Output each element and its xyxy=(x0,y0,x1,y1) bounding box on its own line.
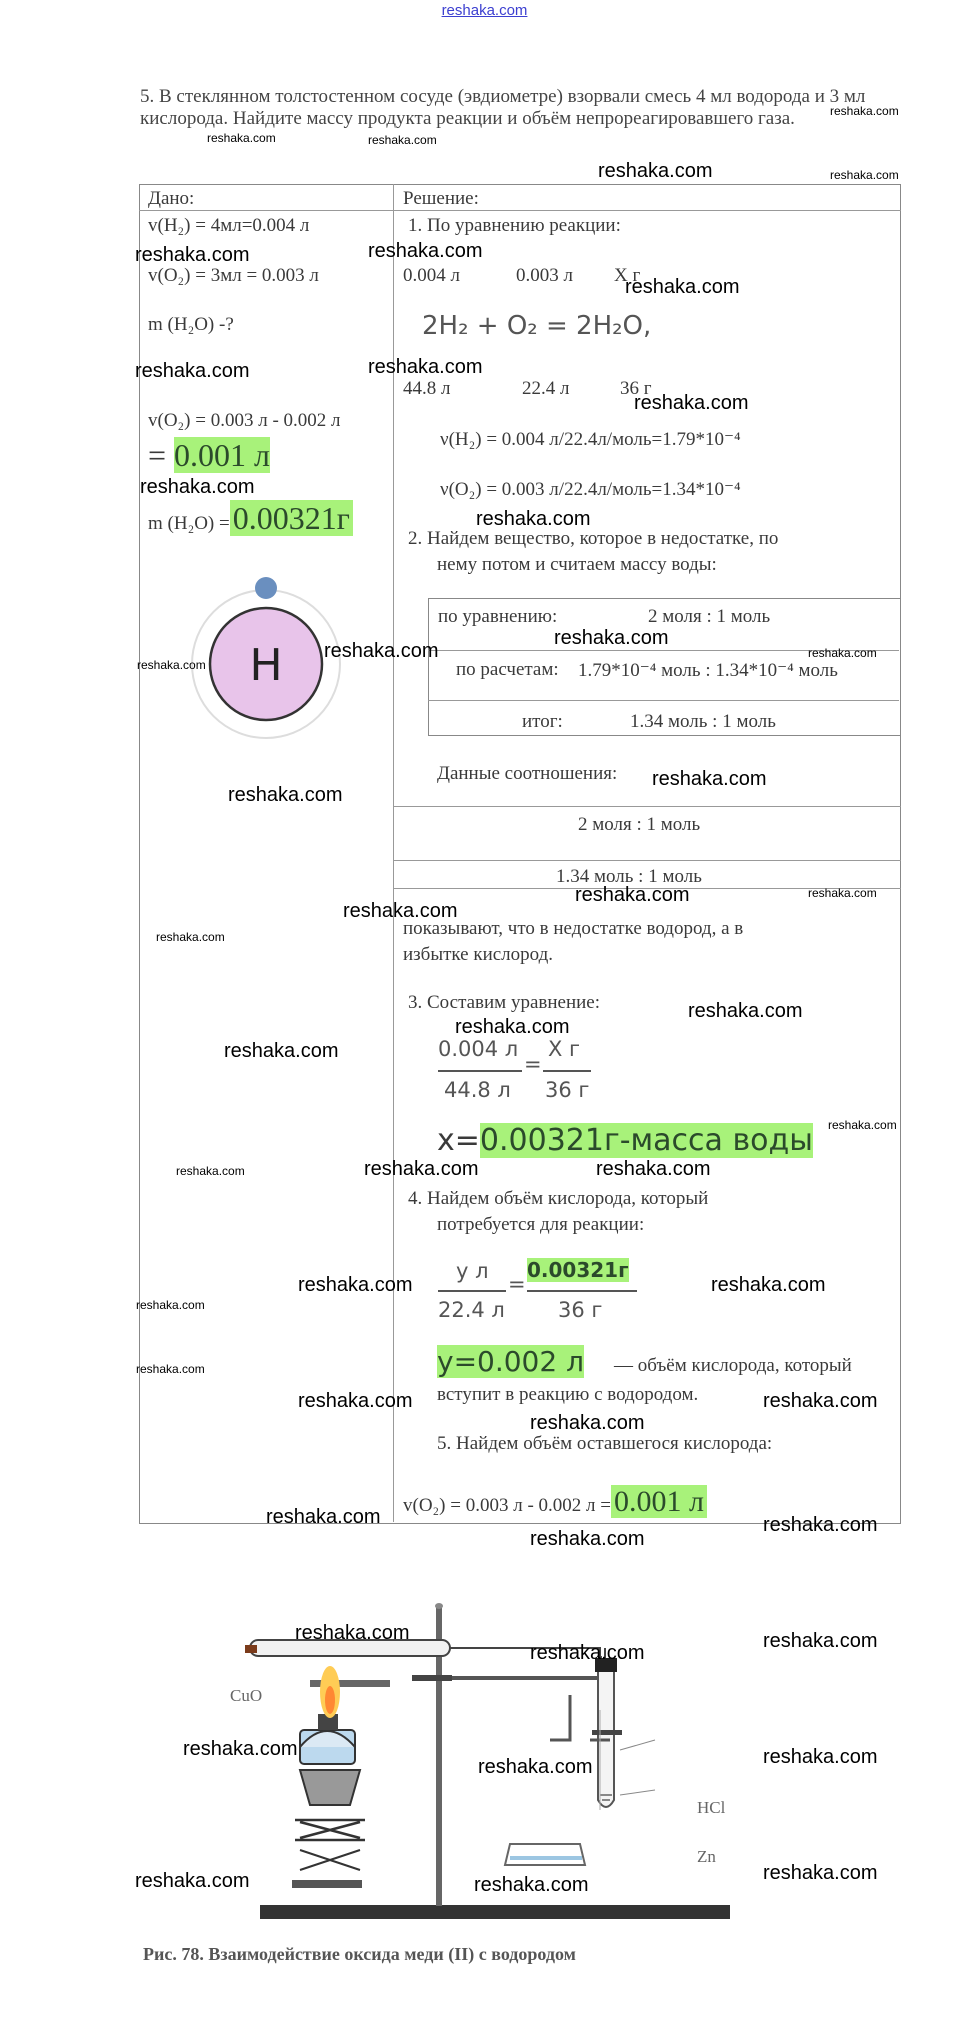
watermark: reshaka.com xyxy=(298,1390,413,1412)
step4-line2: потребуется для реакции: xyxy=(437,1214,645,1235)
watermark: reshaka.com xyxy=(156,930,225,944)
frac1-bar1 xyxy=(438,1070,522,1072)
watermark: reshaka.com xyxy=(711,1274,826,1296)
frac1-num1: 0.004 л xyxy=(438,1037,519,1061)
ratio-divider xyxy=(393,806,901,807)
frac2-equals: = xyxy=(508,1272,526,1296)
watermark: reshaka.com xyxy=(137,658,206,672)
solution-header: Решение: xyxy=(403,188,479,209)
ratio-b: 1.34 моль : 1 моль xyxy=(556,866,702,887)
watermark: reshaka.com xyxy=(625,276,740,298)
watermark: reshaka.com xyxy=(224,1040,339,1062)
watermark: reshaka.com xyxy=(530,1528,645,1550)
ratios-label: Данные соотношения: xyxy=(437,763,618,784)
given-v-o2-result xyxy=(148,437,270,474)
nu-o2: ν(O₂) = 0.003 л/22.4л/моль=1.34*10⁻⁴ xyxy=(440,479,741,500)
step2-line2: нему потом и считаем массу воды: xyxy=(437,554,717,575)
given-m-h2o-result xyxy=(148,500,353,537)
watermark: reshaka.com xyxy=(476,508,591,530)
ratio-a: 2 моля : 1 моль xyxy=(578,814,701,835)
frac1-den1: 44.8 л xyxy=(444,1078,511,1102)
table-header-divider xyxy=(139,210,901,211)
highlight-m-h2o: 0.00321г xyxy=(230,500,353,536)
step2-line1: 2. Найдем вещество, которое в недостатке, по xyxy=(408,528,779,549)
figure-caption xyxy=(143,1944,576,1965)
step4-line1: 4. Найдем объём кислорода, который xyxy=(408,1188,709,1209)
given-v-o2-calc: v(O₂) = 0.003 л - 0.002 л xyxy=(148,410,341,431)
ratio-row2-label: по расчетам: xyxy=(456,659,559,680)
watermark: reshaka.com xyxy=(266,1506,381,1528)
table-column-divider xyxy=(393,184,394,1522)
x-prefix: x= xyxy=(437,1123,480,1158)
ratio-row-divider xyxy=(428,700,899,701)
watermark: reshaka.com xyxy=(455,1016,570,1038)
ratio-row3-label: итог: xyxy=(522,711,563,732)
above-eq-h2: 0.004 л xyxy=(403,265,460,286)
atom-symbol: H xyxy=(249,640,283,691)
watermark: reshaka.com xyxy=(368,133,437,147)
final-prefix: v(O₂) = 0.003 л - 0.002 л = xyxy=(403,1495,611,1516)
frac2-bar2 xyxy=(527,1290,637,1292)
below-eq-h2o: 36 г xyxy=(620,378,652,399)
frac2-num2 xyxy=(527,1258,629,1282)
watermark: reshaka.com xyxy=(808,646,877,660)
y-text-line2: вступит в реакцию с водородом. xyxy=(437,1384,699,1405)
caption-text: Взаимодействие оксида меди (II) с водородом xyxy=(208,1944,576,1964)
watermark: reshaka.com xyxy=(228,784,343,806)
watermark: reshaka.com xyxy=(830,104,899,118)
above-eq-o2: 0.003 л xyxy=(516,265,573,286)
highlight-x-result: 0.00321г-масса воды xyxy=(479,1123,813,1158)
watermark: reshaka.com xyxy=(808,886,877,900)
ratio-row2-value: 1.79*10⁻⁴ моль : 1.34*10⁻⁴ моль xyxy=(578,660,838,681)
watermark: reshaka.com xyxy=(140,476,255,498)
watermark: reshaka.com xyxy=(530,1412,645,1434)
watermark: reshaka.com xyxy=(530,1642,645,1664)
watermark: reshaka.com xyxy=(135,360,250,382)
y-text-line1: — объём кислорода, который xyxy=(614,1355,852,1376)
watermark: reshaka.com xyxy=(135,244,250,266)
caption-number: Рис. 78. xyxy=(143,1944,204,1964)
step5-label: 5. Найдем объём оставшегося кислорода: xyxy=(437,1433,773,1454)
ratio-row3-value: 1.34 моль : 1 моль xyxy=(630,711,776,732)
given-v-h2: v(H₂) = 4мл=0.004 л xyxy=(148,215,310,236)
watermark: reshaka.com xyxy=(763,1390,878,1412)
frac1-num2: X г xyxy=(548,1037,581,1061)
below-eq-o2: 22.4 л xyxy=(522,378,570,399)
watermark: reshaka.com xyxy=(295,1622,410,1644)
step1-label: 1. По уравнению реакции: xyxy=(408,215,621,236)
watermark: reshaka.com xyxy=(688,1000,803,1022)
watermark: reshaka.com xyxy=(763,1746,878,1768)
ratio-divider xyxy=(393,860,901,861)
highlight-y-result: y=0.002 л xyxy=(437,1345,584,1378)
watermark: reshaka.com xyxy=(135,1870,250,1892)
watermark: reshaka.com xyxy=(575,884,690,906)
given-header: Дано: xyxy=(148,188,195,209)
watermark: reshaka.com xyxy=(598,160,713,182)
watermark: reshaka.com xyxy=(634,392,749,414)
problem-statement: 5. В стеклянном толстостенном сосуде (эвдиометре) взорвали смесь 4 мл водорода и 3 мл кислорода. Найдите массу продукта реакции и объём непрореагировавшего газа. xyxy=(140,86,866,129)
frac1-den2: 36 г xyxy=(545,1078,590,1102)
watermark: reshaka.com xyxy=(136,1362,205,1376)
watermark: reshaka.com xyxy=(298,1274,413,1296)
watermark: reshaka.com xyxy=(368,240,483,262)
ratio-row1-value: 2 моля : 1 моль xyxy=(648,606,771,627)
x-result xyxy=(437,1123,813,1158)
label-cuo: CuO xyxy=(230,1686,263,1705)
solution-table xyxy=(139,184,901,1524)
watermark: reshaka.com xyxy=(364,1158,479,1180)
site-link[interactable]: reshaka.com xyxy=(441,2,528,19)
frac2-den2: 36 г xyxy=(558,1298,603,1322)
watermark: reshaka.com xyxy=(828,1118,897,1132)
label-hcl: HCl xyxy=(697,1798,726,1817)
watermark: reshaka.com xyxy=(207,131,276,145)
frac2-bar1 xyxy=(438,1290,506,1292)
shows-line2: избытке кислород. xyxy=(403,944,554,965)
nu-h2: ν(H₂) = 0.004 л/22.4л/моль=1.79*10⁻⁴ xyxy=(440,429,741,450)
frac1-equals: = xyxy=(524,1052,542,1076)
watermark: reshaka.com xyxy=(183,1738,298,1760)
ratio-row1-label: по уравнению: xyxy=(438,606,558,627)
watermark: reshaka.com xyxy=(830,168,899,182)
highlight-frac2-num2: 0.00321г xyxy=(527,1258,629,1282)
watermark: reshaka.com xyxy=(554,627,669,649)
frac1-bar2 xyxy=(543,1070,591,1072)
below-eq-h2: 44.8 л xyxy=(403,378,451,399)
watermark: reshaka.com xyxy=(763,1514,878,1536)
watermark: reshaka.com xyxy=(763,1862,878,1884)
frac2-den1: 22.4 л xyxy=(438,1298,505,1322)
watermark: reshaka.com xyxy=(324,640,439,662)
watermark: reshaka.com xyxy=(176,1164,245,1178)
shows-line1: показывают, что в недостатке водород, а в xyxy=(403,918,744,939)
watermark: reshaka.com xyxy=(343,900,458,922)
label-zn: Zn xyxy=(697,1847,716,1866)
watermark: reshaka.com xyxy=(368,356,483,378)
above-eq-h2o: X г xyxy=(614,265,641,286)
watermark: reshaka.com xyxy=(763,1630,878,1652)
m-h2o-label: m (H₂O) = xyxy=(148,513,230,534)
y-result xyxy=(437,1345,584,1378)
watermark: reshaka.com xyxy=(478,1756,593,1778)
highlight-v-o2: 0.001 л xyxy=(174,437,271,473)
given-v-o2: v(O₂) = 3мл = 0.003 л xyxy=(148,265,319,286)
equals-sign: = xyxy=(148,437,175,473)
highlight-final-result: 0.001 л xyxy=(611,1485,707,1518)
reaction-equation: 2H₂ + O₂ = 2H₂O, xyxy=(422,311,652,341)
watermark: reshaka.com xyxy=(136,1298,205,1312)
watermark: reshaka.com xyxy=(652,768,767,790)
watermark: reshaka.com xyxy=(596,1158,711,1180)
lab-apparatus-figure xyxy=(200,1600,740,1925)
watermark: reshaka.com xyxy=(474,1874,589,1896)
given-m-h2o-question: m (H₂O) -? xyxy=(148,314,234,335)
frac2-num1: y л xyxy=(456,1259,489,1283)
step3-label: 3. Составим уравнение: xyxy=(408,992,601,1013)
final-result xyxy=(403,1485,707,1519)
